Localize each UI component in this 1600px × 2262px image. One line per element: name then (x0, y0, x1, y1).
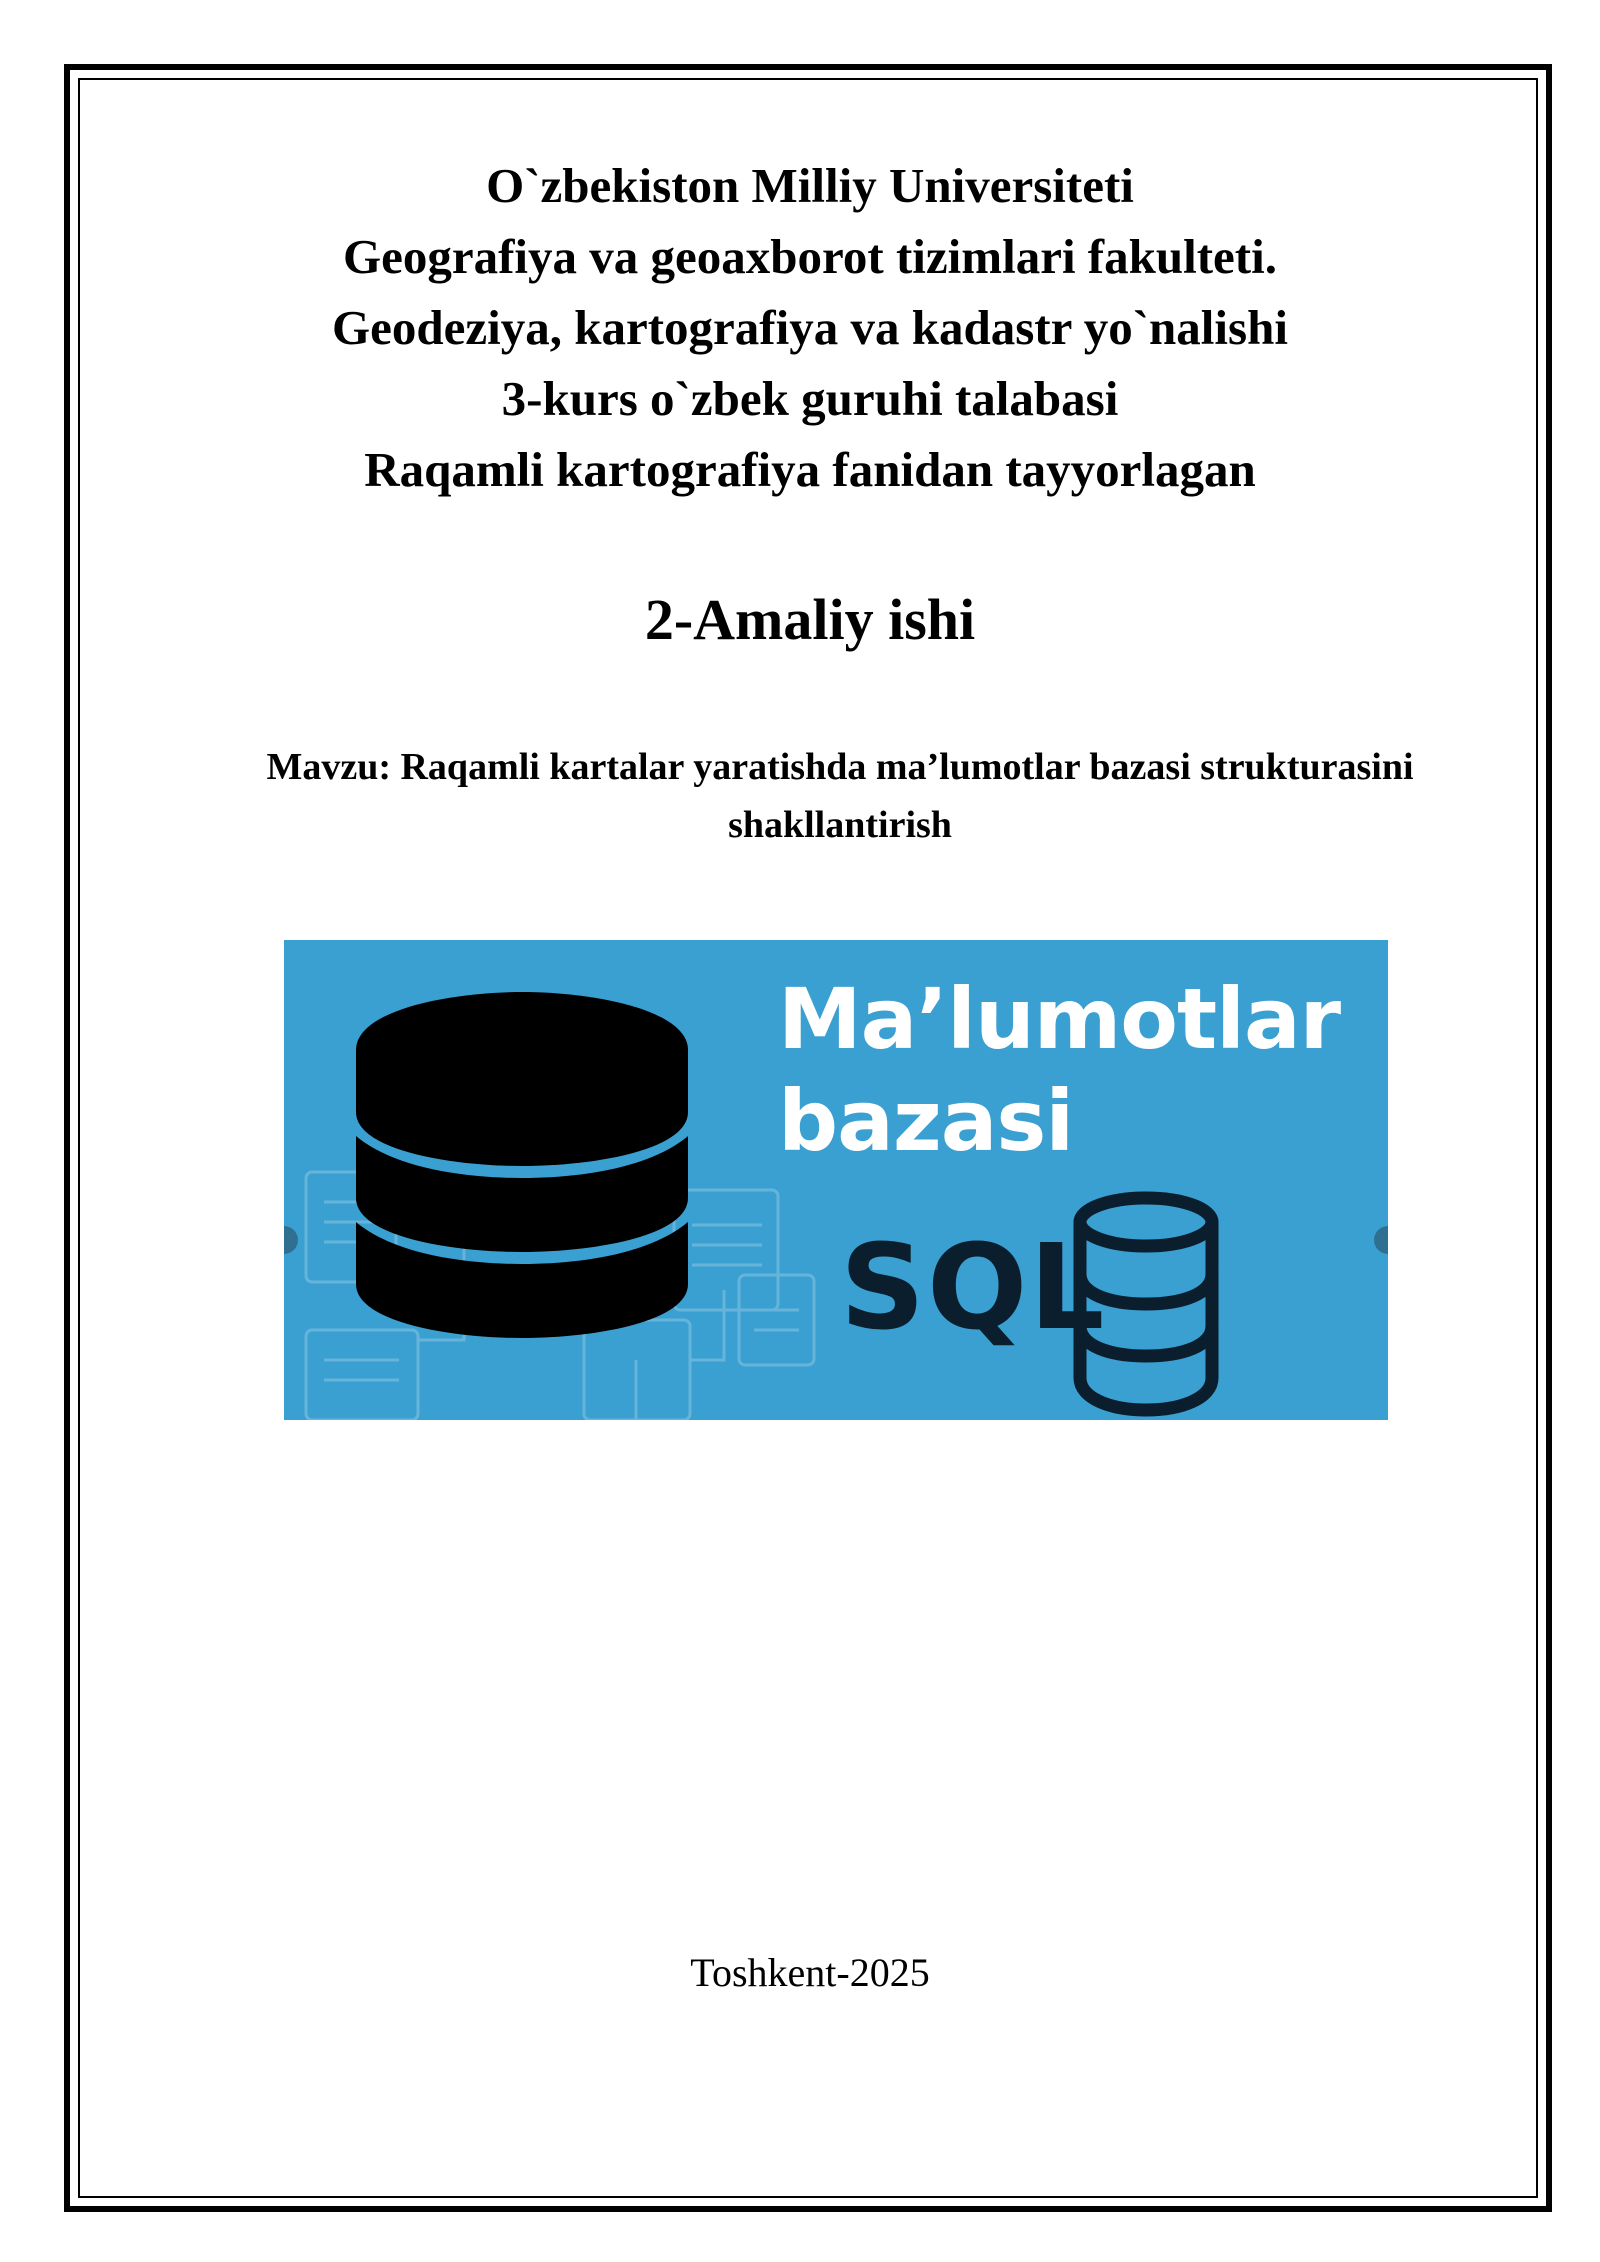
banner-title (778, 968, 1340, 1172)
banner-title-line-1: Ma’lumotlar (778, 970, 1341, 1068)
university-name: O`zbekiston Milliy Universiteti (486, 158, 1134, 213)
edge-dot-left (284, 1226, 298, 1254)
sql-label: SQL (840, 1218, 1107, 1356)
faculty-name: Geografiya va geoaxborot tizimlari fakulteti. (343, 229, 1277, 284)
topic: Mavzu: Raqamli kartalar yaratishda ma’lumotlar bazasi strukturasini shakllantirish (266, 746, 1414, 846)
database-icon (356, 992, 688, 1338)
work-title: 2-Amaliy ishi (644, 587, 976, 652)
program-name: Geodeziya, kartografiya va kadastr yo`nalishi (332, 300, 1288, 355)
banner-title-line-2: bazasi (778, 1072, 1074, 1170)
subject-line: Raqamli kartografiya fanidan tayyorlagan (364, 442, 1256, 497)
student-group: 3-kurs o`zbek guruhi talabasi (501, 371, 1119, 426)
edge-dot-right (1374, 1226, 1388, 1254)
city-year: Toshkent-2025 (690, 1950, 930, 1995)
database-banner (284, 940, 1388, 1420)
title-block (80, 150, 1540, 505)
